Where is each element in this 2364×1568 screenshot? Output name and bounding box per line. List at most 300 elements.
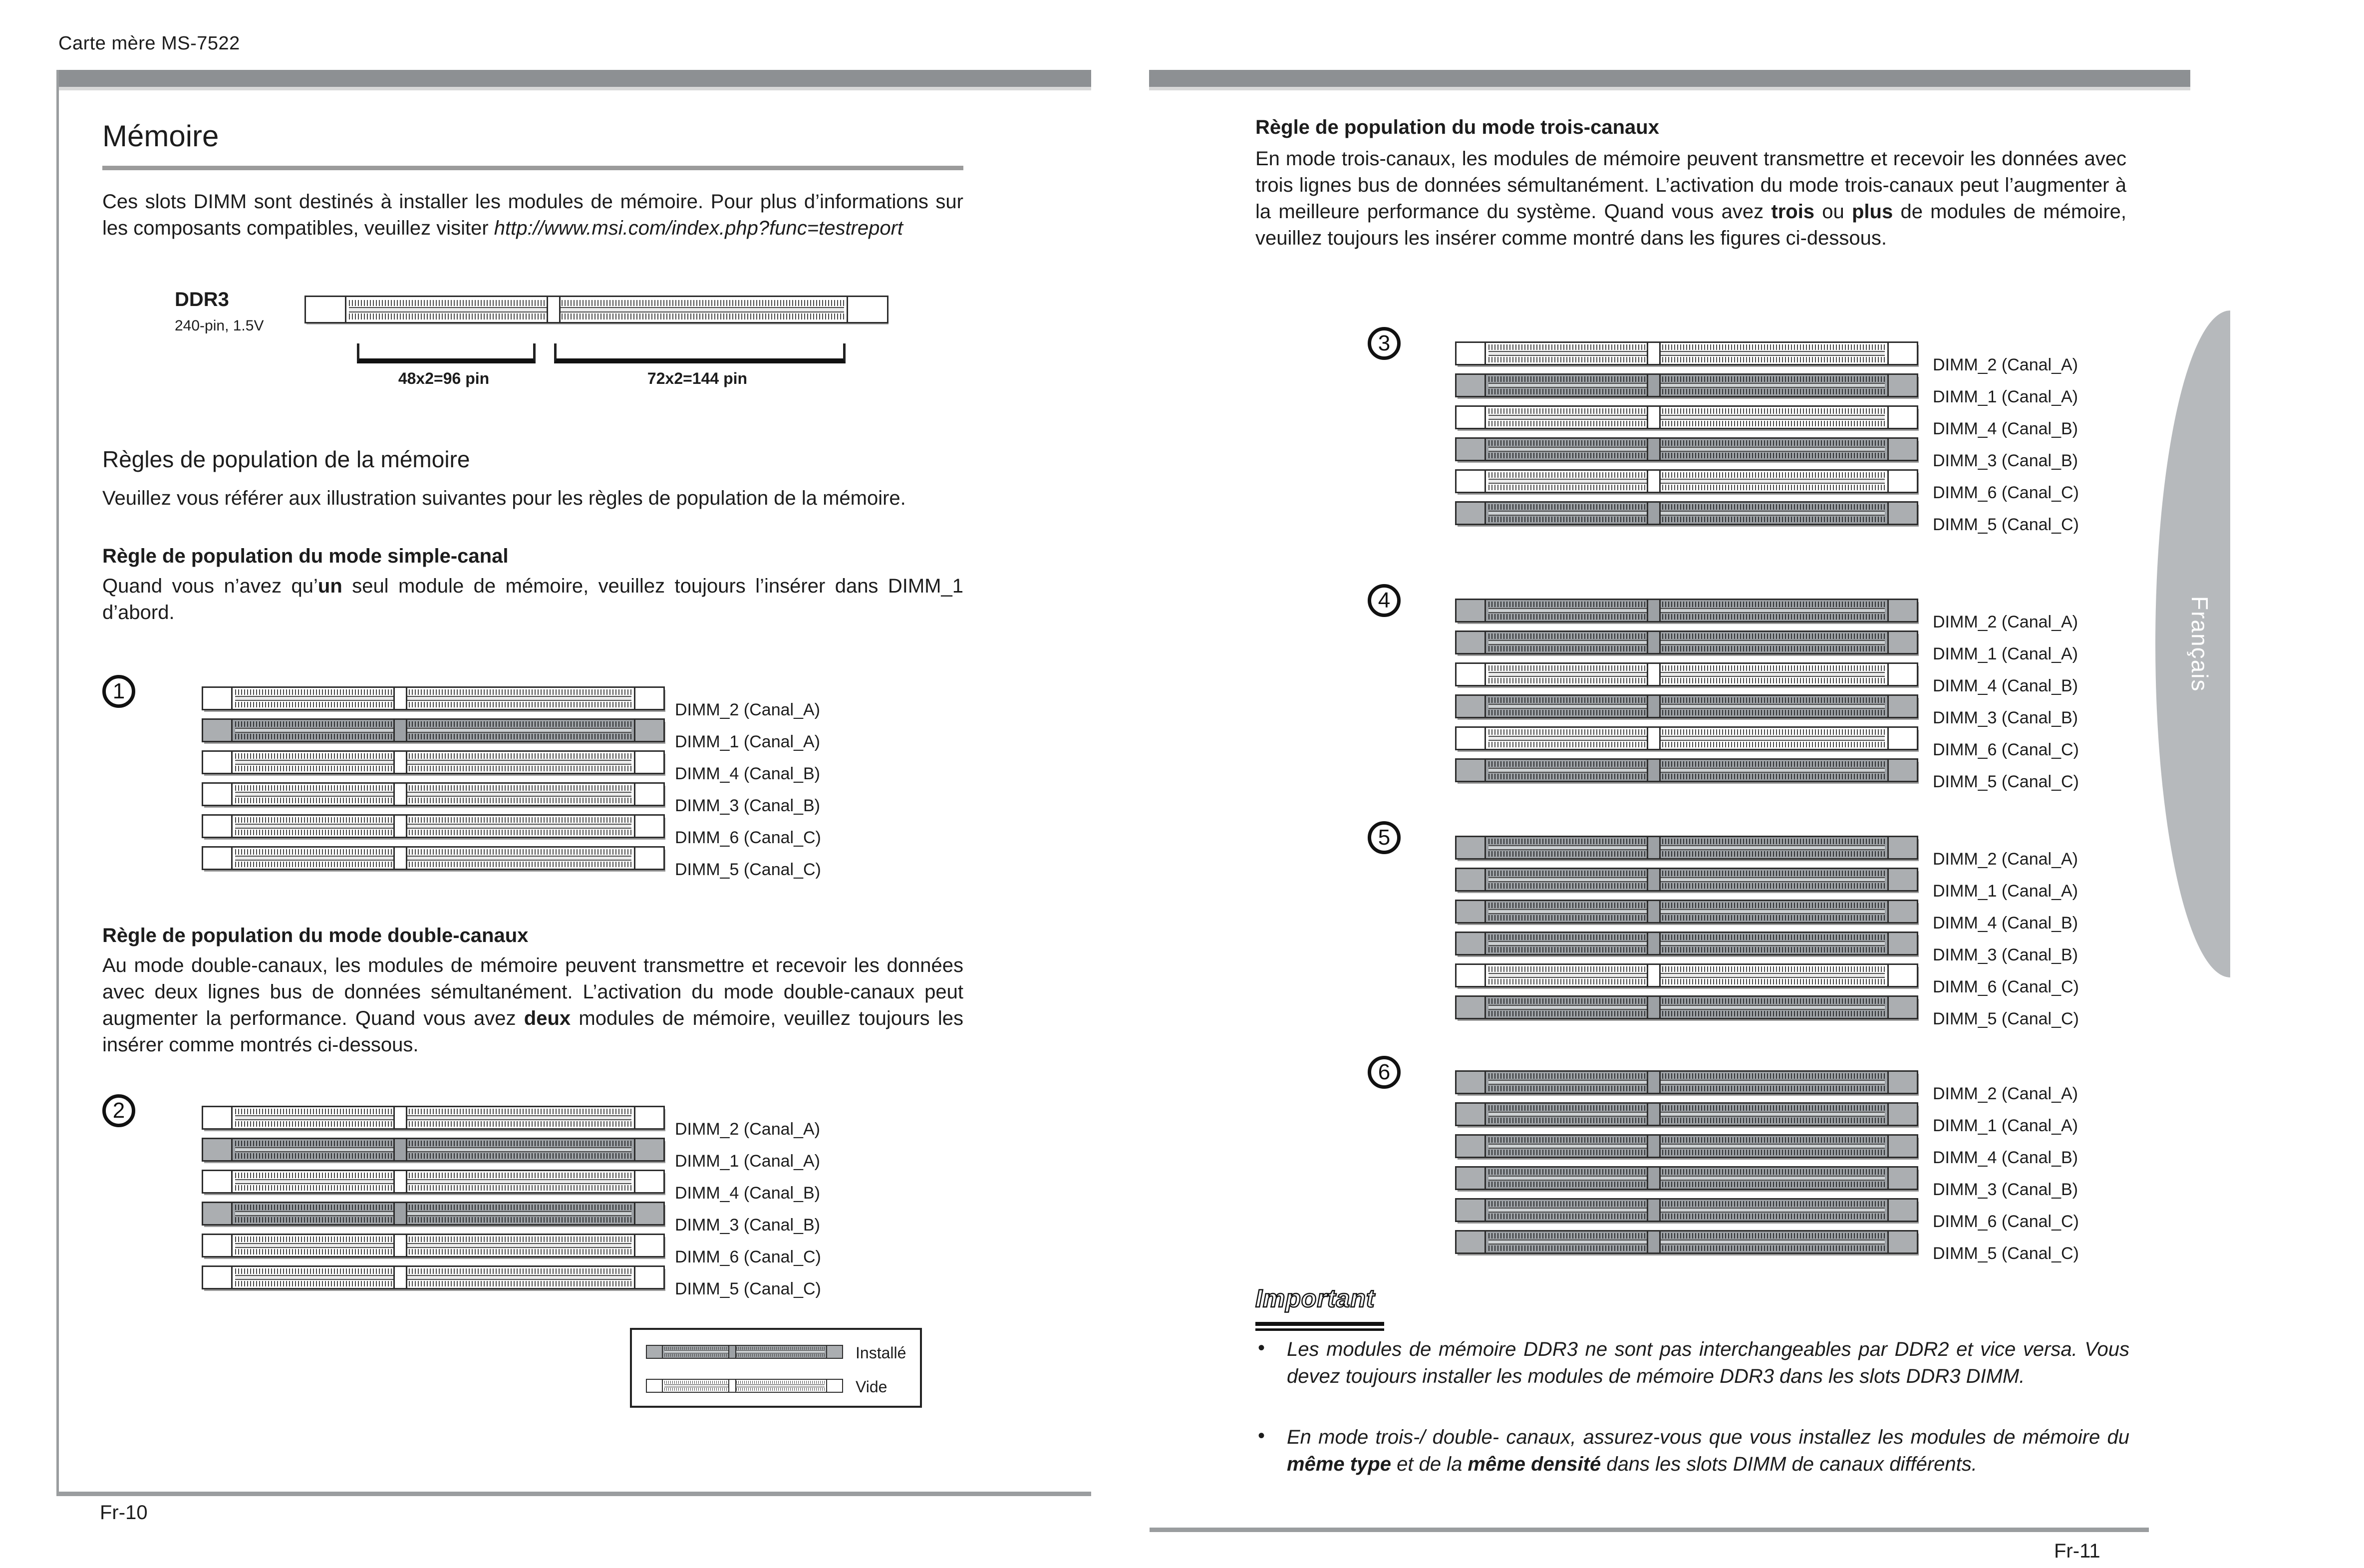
slot-pins	[1486, 1072, 1887, 1093]
slot-clip-right	[1887, 997, 1917, 1018]
slot-pinrow-top	[1488, 602, 1885, 607]
slot-notch	[393, 1203, 407, 1224]
dual-body-bold: deux	[524, 1007, 571, 1029]
dimm-slot-label: DIMM_3 (Canal_B)	[1933, 945, 2078, 964]
slot-pinrow-bottom	[235, 1153, 631, 1159]
diagram-number-6: 6	[1368, 1056, 1401, 1089]
slot-notch	[1647, 632, 1661, 653]
slot-notch	[1647, 1200, 1661, 1221]
slot-pins	[663, 1380, 826, 1392]
slot-pinrow-bottom	[1488, 1011, 1885, 1016]
slot-pins	[233, 1267, 634, 1288]
slot-notch	[393, 720, 407, 741]
dimm-slot-empty	[1455, 405, 1918, 429]
dimm-slot-empty	[1455, 341, 1918, 365]
slot-clip-right	[634, 720, 663, 741]
dimm-slot-installed	[1455, 1198, 1918, 1222]
dimm-slot-label: DIMM_5 (Canal_C)	[675, 1279, 821, 1298]
single-channel-body	[102, 573, 963, 626]
slot-pins	[233, 752, 634, 773]
slot-clip-left	[203, 1203, 233, 1224]
slot-rail	[1488, 736, 1885, 741]
bullet-2-bold-2: même densité	[1468, 1453, 1601, 1475]
slot-rail	[1488, 1208, 1885, 1213]
slot-notch	[1647, 1168, 1661, 1189]
slot-rail	[1488, 877, 1885, 882]
slot-pins	[233, 1139, 634, 1160]
slot-pins	[233, 848, 634, 869]
slot-pinrow-bottom	[235, 1185, 631, 1191]
slot-notch	[1647, 1232, 1661, 1253]
slot-clip-left	[1457, 869, 1486, 890]
ddr3-spec: 240-pin, 1.5V	[175, 317, 264, 334]
slot-notch	[1647, 503, 1661, 524]
slot-clip-right	[634, 848, 663, 869]
single-body-1: Quand vous n’avez qu’	[102, 575, 318, 597]
slot-notch	[1647, 664, 1661, 685]
slot-notch	[1647, 600, 1661, 621]
dimm-slot-label: DIMM_2 (Canal_A)	[1933, 1084, 2078, 1103]
slot-notch	[393, 848, 407, 869]
slot-pinrow-top	[1488, 376, 1885, 382]
slot-pins	[233, 816, 634, 837]
slot-notch	[1647, 997, 1661, 1018]
socket-end-left	[306, 297, 346, 322]
slot-notch	[393, 1107, 407, 1128]
slot-pins	[1486, 1136, 1887, 1157]
slot-notch	[1647, 343, 1661, 364]
slot-pinrow-top	[1488, 1201, 1885, 1207]
slot-pinrow-bottom	[1488, 915, 1885, 921]
diagram-number-5: 5	[1368, 821, 1401, 854]
slot-rail	[1488, 351, 1885, 356]
dimm-slot-label: DIMM_1 (Canal_A)	[1933, 387, 2078, 406]
dimm-slot-label: DIMM_1 (Canal_A)	[1933, 644, 2078, 663]
slot-pinrow-bottom	[1488, 883, 1885, 889]
slot-pinrow-top	[235, 689, 631, 695]
dimm-slot-installed	[1455, 868, 1918, 892]
slot-clip-left	[1457, 965, 1486, 986]
dimm-slot-label: DIMM_6 (Canal_C)	[1933, 483, 2079, 502]
dimm-slot-label: DIMM_5 (Canal_C)	[1933, 515, 2079, 534]
triple-body-3: de modules de mémoire, veuillez toujours les insérer comme montré dans les figures ci-dessous.	[1255, 201, 2126, 249]
dimm-slot-label: DIMM_1 (Canal_A)	[675, 732, 820, 751]
rules-intro: Veuillez vous référer aux illustration suivantes pour les règles de population de la mémoire.	[102, 487, 906, 509]
triple-body-2: ou	[1814, 201, 1852, 223]
slot-notch	[1647, 933, 1661, 954]
slot-clip-right	[1887, 664, 1917, 685]
slot-pins	[233, 1107, 634, 1128]
dimm-slot-label: DIMM_4 (Canal_B)	[675, 764, 820, 783]
page-header: Carte mère MS-7522	[58, 33, 240, 54]
pin-count-right: 72x2=144 pin	[647, 369, 748, 387]
dimm-slot-label: DIMM_3 (Canal_B)	[675, 796, 820, 815]
slot-clip-left	[1457, 1104, 1486, 1125]
slot-pins	[1486, 1232, 1887, 1253]
slot-clip-left	[203, 1139, 233, 1160]
socket-pinrow-top	[349, 300, 844, 306]
single-channel-heading: Règle de population du mode simple-canal	[102, 545, 509, 567]
slot-clip-right	[826, 1346, 842, 1358]
dimm-slot-empty	[202, 814, 665, 838]
slot-pins	[1486, 600, 1887, 621]
diagram-number-1: 1	[102, 675, 135, 708]
slot-pinrow-top	[235, 1237, 631, 1242]
bullet-2-bold-1: même type	[1287, 1453, 1391, 1475]
slot-pinrow-top	[235, 817, 631, 823]
pin-count-left: 48x2=96 pin	[398, 369, 490, 387]
bullet-2-text-2: et de la	[1391, 1453, 1468, 1475]
slot-pinrow-bottom	[235, 798, 631, 803]
slot-notch	[728, 1346, 736, 1358]
slot-pins	[1486, 965, 1887, 986]
slot-clip-right	[1887, 600, 1917, 621]
slot-pinrow-bottom	[1488, 614, 1885, 620]
slot-pins	[233, 1203, 634, 1224]
slot-pins	[1486, 696, 1887, 717]
slot-rail	[1488, 415, 1885, 420]
slot-clip-left	[203, 720, 233, 741]
slot-clip-left	[1457, 728, 1486, 749]
slot-clip-right	[1887, 471, 1917, 492]
dimm-slot-label: DIMM_4 (Canal_B)	[1933, 1148, 2078, 1167]
dimm-slot-label: DIMM_1 (Canal_A)	[1933, 1116, 2078, 1135]
slot-pins	[1486, 375, 1887, 396]
socket-pinrow-bottom	[349, 314, 844, 319]
slot-pins	[1486, 439, 1887, 460]
slot-pins	[1486, 1104, 1887, 1125]
slot-pinrow-bottom	[235, 1121, 631, 1127]
slot-clip-right	[634, 1107, 663, 1128]
slot-pins	[1486, 503, 1887, 524]
dimm-slot-label: DIMM_3 (Canal_B)	[1933, 708, 2078, 727]
title-rule	[102, 166, 963, 170]
slot-pinrow-bottom	[235, 830, 631, 835]
dimm-slot-empty	[202, 782, 665, 806]
slot-pinrow-top	[235, 1268, 631, 1274]
slot-clip-right	[1887, 1168, 1917, 1189]
dimm-slot-installed	[1455, 1102, 1918, 1126]
dimm-slot-empty	[202, 1170, 665, 1194]
slot-pinrow-top	[235, 785, 631, 791]
slot-rail	[235, 824, 631, 829]
slot-clip-right	[1887, 1136, 1917, 1157]
slot-pinrow-bottom	[1488, 453, 1885, 458]
slot-notch	[393, 816, 407, 837]
dimm-slot-empty	[202, 1106, 665, 1130]
slot-notch	[1647, 901, 1661, 922]
slot-rail	[235, 1115, 631, 1120]
slot-pinrow-top	[235, 721, 631, 727]
pin-bracket-right	[554, 343, 846, 363]
slot-pinrow-top	[1488, 697, 1885, 703]
dual-body-1: Au mode double-canaux, les modules de mémoire peuvent transmettre et recevoir les données avec deux lignes bus de données sémultanément. L’activation du mode double-canaux peut augmenter la performance. Quand vous avez	[102, 954, 963, 1029]
left-page-number: Fr-10	[100, 1502, 148, 1524]
dimm-slot-label: DIMM_5 (Canal_C)	[1933, 1244, 2079, 1263]
bullet-1-dot: •	[1258, 1337, 1265, 1359]
socket-rail	[349, 307, 844, 313]
slot-pinrow-top	[1488, 903, 1885, 908]
dimm-slot-empty	[1455, 726, 1918, 750]
slot-notch	[393, 1171, 407, 1192]
dimm-slot-installed	[1455, 836, 1918, 860]
slot-clip-right	[1887, 1072, 1917, 1093]
slot-clip-left	[203, 1235, 233, 1256]
slot-pinrow-bottom	[235, 1249, 631, 1254]
slot-rail	[235, 1243, 631, 1248]
slot-clip-right	[1887, 901, 1917, 922]
important-heading: Important	[1255, 1284, 1375, 1312]
slot-pinrow-top	[235, 1141, 631, 1146]
dimm-slot-installed	[1455, 900, 1918, 924]
slot-pinrow-bottom	[1488, 1182, 1885, 1187]
dimm-slot-installed	[1455, 501, 1918, 525]
slot-rail	[1488, 447, 1885, 452]
slot-notch	[1647, 869, 1661, 890]
slot-notch	[393, 1267, 407, 1288]
socket-key-notch	[547, 297, 561, 322]
slot-pinrow-top	[1488, 839, 1885, 844]
slot-pinrow-bottom	[1488, 485, 1885, 490]
triple-body-1: En mode trois-canaux, les modules de mémoire peuvent transmettre et recevoir les données avec trois lignes bus de données sémultanément. L’activation du mode trois-canaux peut l’augmenter à la meilleure performance du système. Quand vous avez	[1255, 148, 2126, 223]
slot-pins	[1486, 837, 1887, 858]
slot-pinrow-bottom	[1488, 421, 1885, 426]
memory-intro	[102, 189, 963, 242]
pin-bracket-left	[357, 343, 536, 363]
slot-pinrow-top	[1488, 871, 1885, 876]
slot-rail	[1488, 1240, 1885, 1245]
slot-rail	[1488, 909, 1885, 914]
slot-clip-right	[634, 752, 663, 773]
slot-pinrow-top	[235, 1173, 631, 1178]
slot-clip-left	[1457, 343, 1486, 364]
slot-notch	[393, 688, 407, 709]
slot-clip-left	[647, 1380, 663, 1392]
slot-rail	[235, 856, 631, 861]
slot-clip-left	[1457, 1200, 1486, 1221]
slot-rail	[1488, 973, 1885, 978]
slot-rail	[235, 1147, 631, 1152]
legend-slot-empty	[646, 1379, 843, 1393]
dimm-slot-installed	[1455, 758, 1918, 782]
slot-clip-left	[1457, 600, 1486, 621]
slot-notch	[393, 752, 407, 773]
slot-clip-left	[1457, 901, 1486, 922]
slot-rail	[235, 760, 631, 765]
slot-clip-left	[1457, 837, 1486, 858]
slot-clip-right	[634, 1235, 663, 1256]
slot-clip-left	[203, 1107, 233, 1128]
dimm-slot-label: DIMM_6 (Canal_C)	[675, 1248, 821, 1266]
slot-notch	[1647, 965, 1661, 986]
slot-clip-right	[1887, 696, 1917, 717]
dimm-slot-empty	[202, 846, 665, 870]
slot-pinrow-bottom	[235, 1217, 631, 1223]
triple-channel-body	[1255, 146, 2126, 252]
slot-rail	[235, 1211, 631, 1216]
slot-pinrow-bottom	[1488, 1086, 1885, 1091]
legend-box	[630, 1328, 922, 1408]
slot-clip-left	[1457, 1072, 1486, 1093]
slot-clip-left	[1457, 1232, 1486, 1253]
slot-clip-right	[634, 1267, 663, 1288]
slot-pinrow-top	[1488, 440, 1885, 446]
slot-pinrow-bottom	[235, 734, 631, 739]
slot-rail	[1488, 608, 1885, 613]
dimm-slot-label: DIMM_6 (Canal_C)	[1933, 1212, 2079, 1231]
memory-intro-link: http://www.msi.com/index.php?func=testreport	[494, 217, 903, 239]
slot-rail	[1488, 1144, 1885, 1149]
ddr3-label: DDR3	[175, 289, 229, 311]
dimm-slot-empty	[1455, 963, 1918, 987]
dual-channel-heading: Règle de population du mode double-canaux	[102, 925, 529, 946]
slot-pinrow-bottom	[1488, 947, 1885, 952]
slot-pinrow-top	[1488, 935, 1885, 940]
slot-notch	[728, 1380, 736, 1392]
slot-clip-right	[1887, 632, 1917, 653]
dimm-slot-label: DIMM_3 (Canal_B)	[675, 1216, 820, 1235]
slot-rail	[1488, 768, 1885, 773]
slot-pinrow-bottom	[1488, 1150, 1885, 1155]
slot-clip-right	[1887, 503, 1917, 524]
slot-pinrow-top	[235, 1205, 631, 1210]
dimm-slot-empty	[202, 686, 665, 710]
slot-rail	[1488, 845, 1885, 850]
slot-pinrow-bottom	[1488, 1118, 1885, 1123]
dimm-slot-label: DIMM_4 (Canal_B)	[1933, 914, 2078, 933]
slot-clip-left	[203, 752, 233, 773]
dimm-slot-label: DIMM_4 (Canal_B)	[1933, 419, 2078, 438]
left-page-border	[56, 70, 59, 1494]
slot-notch	[1647, 728, 1661, 749]
slot-pins	[1486, 933, 1887, 954]
slot-pinrow-top	[1488, 1137, 1885, 1143]
slot-clip-right	[1887, 869, 1917, 890]
slot-pins	[1486, 664, 1887, 685]
dimm-slot-installed	[1455, 599, 1918, 623]
slot-rail	[1488, 383, 1885, 388]
dimm-slot-installed	[1455, 1134, 1918, 1158]
slot-pinrow-top	[1488, 1105, 1885, 1111]
slot-clip-right	[1887, 1104, 1917, 1125]
slot-rail	[235, 696, 631, 701]
dimm-slot-label: DIMM_6 (Canal_C)	[1933, 977, 2079, 996]
slot-clip-right	[1887, 375, 1917, 396]
slot-pins	[1486, 760, 1887, 781]
slot-pinrow-top	[1488, 729, 1885, 735]
slot-pinrow-bottom	[235, 702, 631, 707]
language-tab	[2155, 311, 2230, 977]
dimm-slot-label: DIMM_6 (Canal_C)	[675, 828, 821, 847]
slot-rail	[1488, 941, 1885, 946]
dimm-slot-label: DIMM_3 (Canal_B)	[1933, 451, 2078, 470]
slot-clip-right	[634, 688, 663, 709]
slot-clip-left	[647, 1346, 663, 1358]
slot-pins	[1486, 343, 1887, 364]
slot-clip-right	[634, 1171, 663, 1192]
slot-notch	[1647, 471, 1661, 492]
memory-title: Mémoire	[102, 119, 219, 153]
slot-rail	[1488, 704, 1885, 709]
slot-pinrow-top	[1488, 966, 1885, 972]
slot-notch	[1647, 760, 1661, 781]
slot-clip-left	[1457, 439, 1486, 460]
slot-clip-left	[1457, 503, 1486, 524]
slot-clip-left	[1457, 375, 1486, 396]
ddr3-socket-figure	[304, 296, 888, 323]
slot-pinrow-bottom	[1488, 646, 1885, 651]
slot-pinrow-bottom	[235, 1281, 631, 1286]
slot-pins	[233, 688, 634, 709]
slot-pinrow-top	[235, 849, 631, 855]
triple-body-bold1: trois	[1771, 201, 1815, 223]
slot-clip-right	[1887, 439, 1917, 460]
slot-clip-left	[1457, 407, 1486, 428]
slot-clip-left	[1457, 696, 1486, 717]
dimm-slot-installed	[202, 718, 665, 742]
slot-rail	[235, 1179, 631, 1184]
slot-clip-left	[1457, 997, 1486, 1018]
slot-clip-right	[1887, 965, 1917, 986]
slot-rail	[235, 728, 631, 733]
bullet-2-text-3: dans les slots DIMM de canaux différents.	[1601, 1453, 1977, 1475]
slot-pinrow-bottom	[1488, 517, 1885, 522]
dimm-slot-label: DIMM_1 (Canal_A)	[675, 1152, 820, 1171]
legend-installed-label: Installé	[856, 1344, 906, 1362]
dimm-slot-installed	[1455, 1070, 1918, 1094]
slot-pinrow-bottom	[1488, 1246, 1885, 1251]
important-underline-2	[1255, 1328, 1384, 1331]
right-page-bottom-bar	[1150, 1528, 2149, 1532]
dimm-slot-label: DIMM_1 (Canal_A)	[1933, 882, 2078, 901]
dimm-slot-installed	[1455, 630, 1918, 654]
socket-pins	[346, 297, 847, 322]
slot-pinrow-top	[1488, 408, 1885, 414]
socket-end-right	[847, 297, 887, 322]
dimm-slot-label: DIMM_2 (Canal_A)	[675, 1120, 820, 1139]
slot-pinrow-bottom	[1488, 710, 1885, 715]
slot-pinrow-bottom	[1488, 389, 1885, 394]
slot-pinrow-bottom	[1488, 357, 1885, 362]
slot-clip-right	[634, 816, 663, 837]
slot-clip-left	[203, 784, 233, 805]
slot-clip-left	[203, 848, 233, 869]
slot-pinrow-top	[1488, 665, 1885, 671]
dimm-slot-label: DIMM_5 (Canal_C)	[1933, 1009, 2079, 1028]
slot-notch	[1647, 1072, 1661, 1093]
slot-clip-left	[1457, 760, 1486, 781]
dual-channel-body	[102, 952, 963, 1058]
dimm-slot-installed	[1455, 437, 1918, 461]
slot-clip-right	[634, 784, 663, 805]
slot-notch	[393, 784, 407, 805]
slot-clip-left	[1457, 1168, 1486, 1189]
slot-pins	[1486, 728, 1887, 749]
diagram-number-3: 3	[1368, 327, 1401, 360]
slot-rail	[1488, 511, 1885, 516]
slot-rail	[235, 1275, 631, 1280]
right-page-number: Fr-11	[2054, 1540, 2100, 1562]
slot-pinrow-bottom	[1488, 1214, 1885, 1219]
left-page-top-bar	[59, 70, 1091, 87]
dimm-slot-label: DIMM_4 (Canal_B)	[675, 1184, 820, 1203]
slot-rail	[1488, 479, 1885, 484]
slot-pinrow-top	[1488, 998, 1885, 1004]
slot-clip-right	[1887, 837, 1917, 858]
slot-pinrow-bottom	[235, 766, 631, 771]
dimm-slot-installed	[1455, 373, 1918, 397]
dimm-slot-empty	[202, 1265, 665, 1289]
